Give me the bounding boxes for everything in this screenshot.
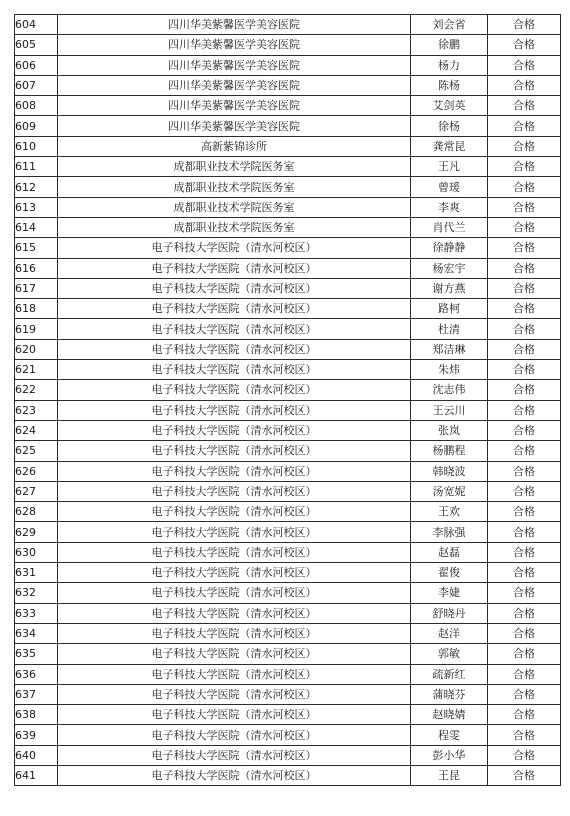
result-cell: 合格 bbox=[488, 157, 561, 177]
person-name-cell: 韩晓波 bbox=[411, 461, 488, 481]
row-number-cell: 627 bbox=[15, 481, 58, 501]
result-cell: 合格 bbox=[488, 441, 561, 461]
row-number-cell: 632 bbox=[15, 583, 58, 603]
institution-cell: 四川华美紫馨医学美容医院 bbox=[58, 15, 411, 35]
row-number-cell: 604 bbox=[15, 15, 58, 35]
table-row bbox=[15, 278, 561, 298]
row-number-cell: 610 bbox=[15, 136, 58, 156]
table-row bbox=[15, 684, 561, 704]
row-number-cell: 630 bbox=[15, 542, 58, 562]
row-number-cell: 613 bbox=[15, 197, 58, 217]
institution-cell: 电子科技大学医院（清水河校区） bbox=[58, 725, 411, 745]
person-name-cell: 杨宏宇 bbox=[411, 258, 488, 278]
row-number-cell: 631 bbox=[15, 563, 58, 583]
table-row bbox=[15, 420, 561, 440]
table-row bbox=[15, 461, 561, 481]
institution-cell: 成都职业技术学院医务室 bbox=[58, 157, 411, 177]
institution-cell: 电子科技大学医院（清水河校区） bbox=[58, 522, 411, 542]
institution-cell: 成都职业技术学院医务室 bbox=[58, 217, 411, 237]
table-row bbox=[15, 542, 561, 562]
row-number-cell: 637 bbox=[15, 684, 58, 704]
person-name-cell: 徐静静 bbox=[411, 238, 488, 258]
person-name-cell: 彭小华 bbox=[411, 745, 488, 765]
result-cell: 合格 bbox=[488, 563, 561, 583]
table-row bbox=[15, 116, 561, 136]
result-cell: 合格 bbox=[488, 116, 561, 136]
row-number-cell: 618 bbox=[15, 299, 58, 319]
result-cell: 合格 bbox=[488, 217, 561, 237]
person-name-cell: 徐杨 bbox=[411, 116, 488, 136]
institution-cell: 电子科技大学医院（清水河校区） bbox=[58, 258, 411, 278]
institution-cell: 电子科技大学医院（清水河校区） bbox=[58, 481, 411, 501]
result-cell: 合格 bbox=[488, 705, 561, 725]
institution-cell: 成都职业技术学院医务室 bbox=[58, 177, 411, 197]
institution-cell: 高新紫锦诊所 bbox=[58, 136, 411, 156]
institution-cell: 电子科技大学医院（清水河校区） bbox=[58, 441, 411, 461]
result-cell: 合格 bbox=[488, 360, 561, 380]
institution-cell: 电子科技大学医院（清水河校区） bbox=[58, 420, 411, 440]
result-cell: 合格 bbox=[488, 258, 561, 278]
result-cell: 合格 bbox=[488, 420, 561, 440]
row-number-cell: 617 bbox=[15, 278, 58, 298]
institution-cell: 电子科技大学医院（清水河校区） bbox=[58, 360, 411, 380]
row-number-cell: 619 bbox=[15, 319, 58, 339]
person-name-cell: 舒晓丹 bbox=[411, 603, 488, 623]
person-name-cell: 路柯 bbox=[411, 299, 488, 319]
institution-cell: 电子科技大学医院（清水河校区） bbox=[58, 542, 411, 562]
institution-cell: 四川华美紫馨医学美容医院 bbox=[58, 96, 411, 116]
row-number-cell: 616 bbox=[15, 258, 58, 278]
table-row bbox=[15, 299, 561, 319]
result-cell: 合格 bbox=[488, 481, 561, 501]
row-number-cell: 609 bbox=[15, 116, 58, 136]
person-name-cell: 朱炜 bbox=[411, 360, 488, 380]
institution-cell: 电子科技大学医院（清水河校区） bbox=[58, 684, 411, 704]
result-cell: 合格 bbox=[488, 380, 561, 400]
result-cell: 合格 bbox=[488, 664, 561, 684]
person-name-cell: 郑洁琳 bbox=[411, 339, 488, 359]
institution-cell: 电子科技大学医院（清水河校区） bbox=[58, 705, 411, 725]
table-row bbox=[15, 765, 561, 785]
person-name-cell: 赵磊 bbox=[411, 542, 488, 562]
person-name-cell: 艾剑英 bbox=[411, 96, 488, 116]
institution-cell: 成都职业技术学院医务室 bbox=[58, 197, 411, 217]
person-name-cell: 李脉强 bbox=[411, 522, 488, 542]
table-row bbox=[15, 177, 561, 197]
institution-cell: 电子科技大学医院（清水河校区） bbox=[58, 563, 411, 583]
row-number-cell: 607 bbox=[15, 75, 58, 95]
institution-cell: 电子科技大学医院（清水河校区） bbox=[58, 644, 411, 664]
institution-cell: 电子科技大学医院（清水河校区） bbox=[58, 461, 411, 481]
table-row bbox=[15, 96, 561, 116]
row-number-cell: 614 bbox=[15, 217, 58, 237]
result-cell: 合格 bbox=[488, 238, 561, 258]
row-number-cell: 638 bbox=[15, 705, 58, 725]
table-row bbox=[15, 75, 561, 95]
row-number-cell: 608 bbox=[15, 96, 58, 116]
table-row bbox=[15, 157, 561, 177]
result-cell: 合格 bbox=[488, 339, 561, 359]
result-cell: 合格 bbox=[488, 177, 561, 197]
institution-cell: 电子科技大学医院（清水河校区） bbox=[58, 278, 411, 298]
roster-sheet bbox=[14, 14, 556, 786]
institution-cell: 电子科技大学医院（清水河校区） bbox=[58, 765, 411, 785]
result-cell: 合格 bbox=[488, 725, 561, 745]
row-number-cell: 620 bbox=[15, 339, 58, 359]
table-row bbox=[15, 258, 561, 278]
person-name-cell: 汤宽妮 bbox=[411, 481, 488, 501]
person-name-cell: 杜清 bbox=[411, 319, 488, 339]
table-row bbox=[15, 745, 561, 765]
row-number-cell: 639 bbox=[15, 725, 58, 745]
institution-cell: 电子科技大学医院（清水河校区） bbox=[58, 380, 411, 400]
person-name-cell: 王凡 bbox=[411, 157, 488, 177]
institution-cell: 电子科技大学医院（清水河校区） bbox=[58, 603, 411, 623]
institution-cell: 四川华美紫馨医学美容医院 bbox=[58, 35, 411, 55]
person-name-cell: 郭敏 bbox=[411, 644, 488, 664]
result-cell: 合格 bbox=[488, 299, 561, 319]
result-cell: 合格 bbox=[488, 96, 561, 116]
result-cell: 合格 bbox=[488, 136, 561, 156]
result-cell: 合格 bbox=[488, 15, 561, 35]
result-cell: 合格 bbox=[488, 55, 561, 75]
result-cell: 合格 bbox=[488, 583, 561, 603]
row-number-cell: 605 bbox=[15, 35, 58, 55]
row-number-cell: 625 bbox=[15, 441, 58, 461]
table-row bbox=[15, 15, 561, 35]
row-number-cell: 612 bbox=[15, 177, 58, 197]
table-row bbox=[15, 522, 561, 542]
institution-cell: 四川华美紫馨医学美容医院 bbox=[58, 55, 411, 75]
row-number-cell: 606 bbox=[15, 55, 58, 75]
person-name-cell: 谢方燕 bbox=[411, 278, 488, 298]
table-row bbox=[15, 380, 561, 400]
institution-cell: 电子科技大学医院（清水河校区） bbox=[58, 400, 411, 420]
row-number-cell: 629 bbox=[15, 522, 58, 542]
row-number-cell: 622 bbox=[15, 380, 58, 400]
roster-table bbox=[14, 14, 561, 786]
person-name-cell: 徐鹏 bbox=[411, 35, 488, 55]
institution-cell: 电子科技大学医院（清水河校区） bbox=[58, 664, 411, 684]
institution-cell: 四川华美紫馨医学美容医院 bbox=[58, 116, 411, 136]
table-row bbox=[15, 502, 561, 522]
table-row bbox=[15, 55, 561, 75]
institution-cell: 电子科技大学医院（清水河校区） bbox=[58, 745, 411, 765]
table-row bbox=[15, 623, 561, 643]
person-name-cell: 疏新红 bbox=[411, 664, 488, 684]
table-row bbox=[15, 583, 561, 603]
person-name-cell: 肖代兰 bbox=[411, 217, 488, 237]
table-row bbox=[15, 705, 561, 725]
table-row bbox=[15, 563, 561, 583]
row-number-cell: 641 bbox=[15, 765, 58, 785]
institution-cell: 电子科技大学医院（清水河校区） bbox=[58, 502, 411, 522]
table-row bbox=[15, 217, 561, 237]
result-cell: 合格 bbox=[488, 765, 561, 785]
person-name-cell: 王昆 bbox=[411, 765, 488, 785]
table-row bbox=[15, 481, 561, 501]
result-cell: 合格 bbox=[488, 745, 561, 765]
table-row bbox=[15, 35, 561, 55]
row-number-cell: 635 bbox=[15, 644, 58, 664]
person-name-cell: 王欢 bbox=[411, 502, 488, 522]
row-number-cell: 636 bbox=[15, 664, 58, 684]
table-row bbox=[15, 644, 561, 664]
row-number-cell: 611 bbox=[15, 157, 58, 177]
result-cell: 合格 bbox=[488, 684, 561, 704]
result-cell: 合格 bbox=[488, 522, 561, 542]
person-name-cell: 杨力 bbox=[411, 55, 488, 75]
table-row bbox=[15, 238, 561, 258]
person-name-cell: 杨鹏程 bbox=[411, 441, 488, 461]
row-number-cell: 640 bbox=[15, 745, 58, 765]
person-name-cell: 陈杨 bbox=[411, 75, 488, 95]
institution-cell: 电子科技大学医院（清水河校区） bbox=[58, 238, 411, 258]
result-cell: 合格 bbox=[488, 623, 561, 643]
result-cell: 合格 bbox=[488, 461, 561, 481]
person-name-cell: 王云川 bbox=[411, 400, 488, 420]
row-number-cell: 634 bbox=[15, 623, 58, 643]
table-row bbox=[15, 319, 561, 339]
person-name-cell: 李婕 bbox=[411, 583, 488, 603]
institution-cell: 电子科技大学医院（清水河校区） bbox=[58, 339, 411, 359]
roster-table-body bbox=[15, 15, 561, 786]
table-row bbox=[15, 441, 561, 461]
result-cell: 合格 bbox=[488, 319, 561, 339]
result-cell: 合格 bbox=[488, 400, 561, 420]
table-row bbox=[15, 360, 561, 380]
table-row bbox=[15, 339, 561, 359]
person-name-cell: 刘会省 bbox=[411, 15, 488, 35]
institution-cell: 电子科技大学医院（清水河校区） bbox=[58, 583, 411, 603]
institution-cell: 电子科技大学医院（清水河校区） bbox=[58, 299, 411, 319]
result-cell: 合格 bbox=[488, 644, 561, 664]
result-cell: 合格 bbox=[488, 603, 561, 623]
row-number-cell: 621 bbox=[15, 360, 58, 380]
person-name-cell: 李爽 bbox=[411, 197, 488, 217]
table-row bbox=[15, 725, 561, 745]
table-row bbox=[15, 664, 561, 684]
person-name-cell: 蒲晓芬 bbox=[411, 684, 488, 704]
result-cell: 合格 bbox=[488, 35, 561, 55]
result-cell: 合格 bbox=[488, 278, 561, 298]
table-row bbox=[15, 197, 561, 217]
person-name-cell: 翟俊 bbox=[411, 563, 488, 583]
person-name-cell: 沈志伟 bbox=[411, 380, 488, 400]
result-cell: 合格 bbox=[488, 542, 561, 562]
institution-cell: 电子科技大学医院（清水河校区） bbox=[58, 623, 411, 643]
row-number-cell: 615 bbox=[15, 238, 58, 258]
person-name-cell: 程雯 bbox=[411, 725, 488, 745]
person-name-cell: 赵洋 bbox=[411, 623, 488, 643]
table-row bbox=[15, 603, 561, 623]
table-row bbox=[15, 400, 561, 420]
row-number-cell: 623 bbox=[15, 400, 58, 420]
row-number-cell: 628 bbox=[15, 502, 58, 522]
table-row bbox=[15, 136, 561, 156]
result-cell: 合格 bbox=[488, 75, 561, 95]
person-name-cell: 赵晓婧 bbox=[411, 705, 488, 725]
institution-cell: 四川华美紫馨医学美容医院 bbox=[58, 75, 411, 95]
result-cell: 合格 bbox=[488, 502, 561, 522]
row-number-cell: 633 bbox=[15, 603, 58, 623]
row-number-cell: 624 bbox=[15, 420, 58, 440]
result-cell: 合格 bbox=[488, 197, 561, 217]
institution-cell: 电子科技大学医院（清水河校区） bbox=[58, 319, 411, 339]
person-name-cell: 曾瑗 bbox=[411, 177, 488, 197]
row-number-cell: 626 bbox=[15, 461, 58, 481]
person-name-cell: 龚常昆 bbox=[411, 136, 488, 156]
person-name-cell: 张岚 bbox=[411, 420, 488, 440]
